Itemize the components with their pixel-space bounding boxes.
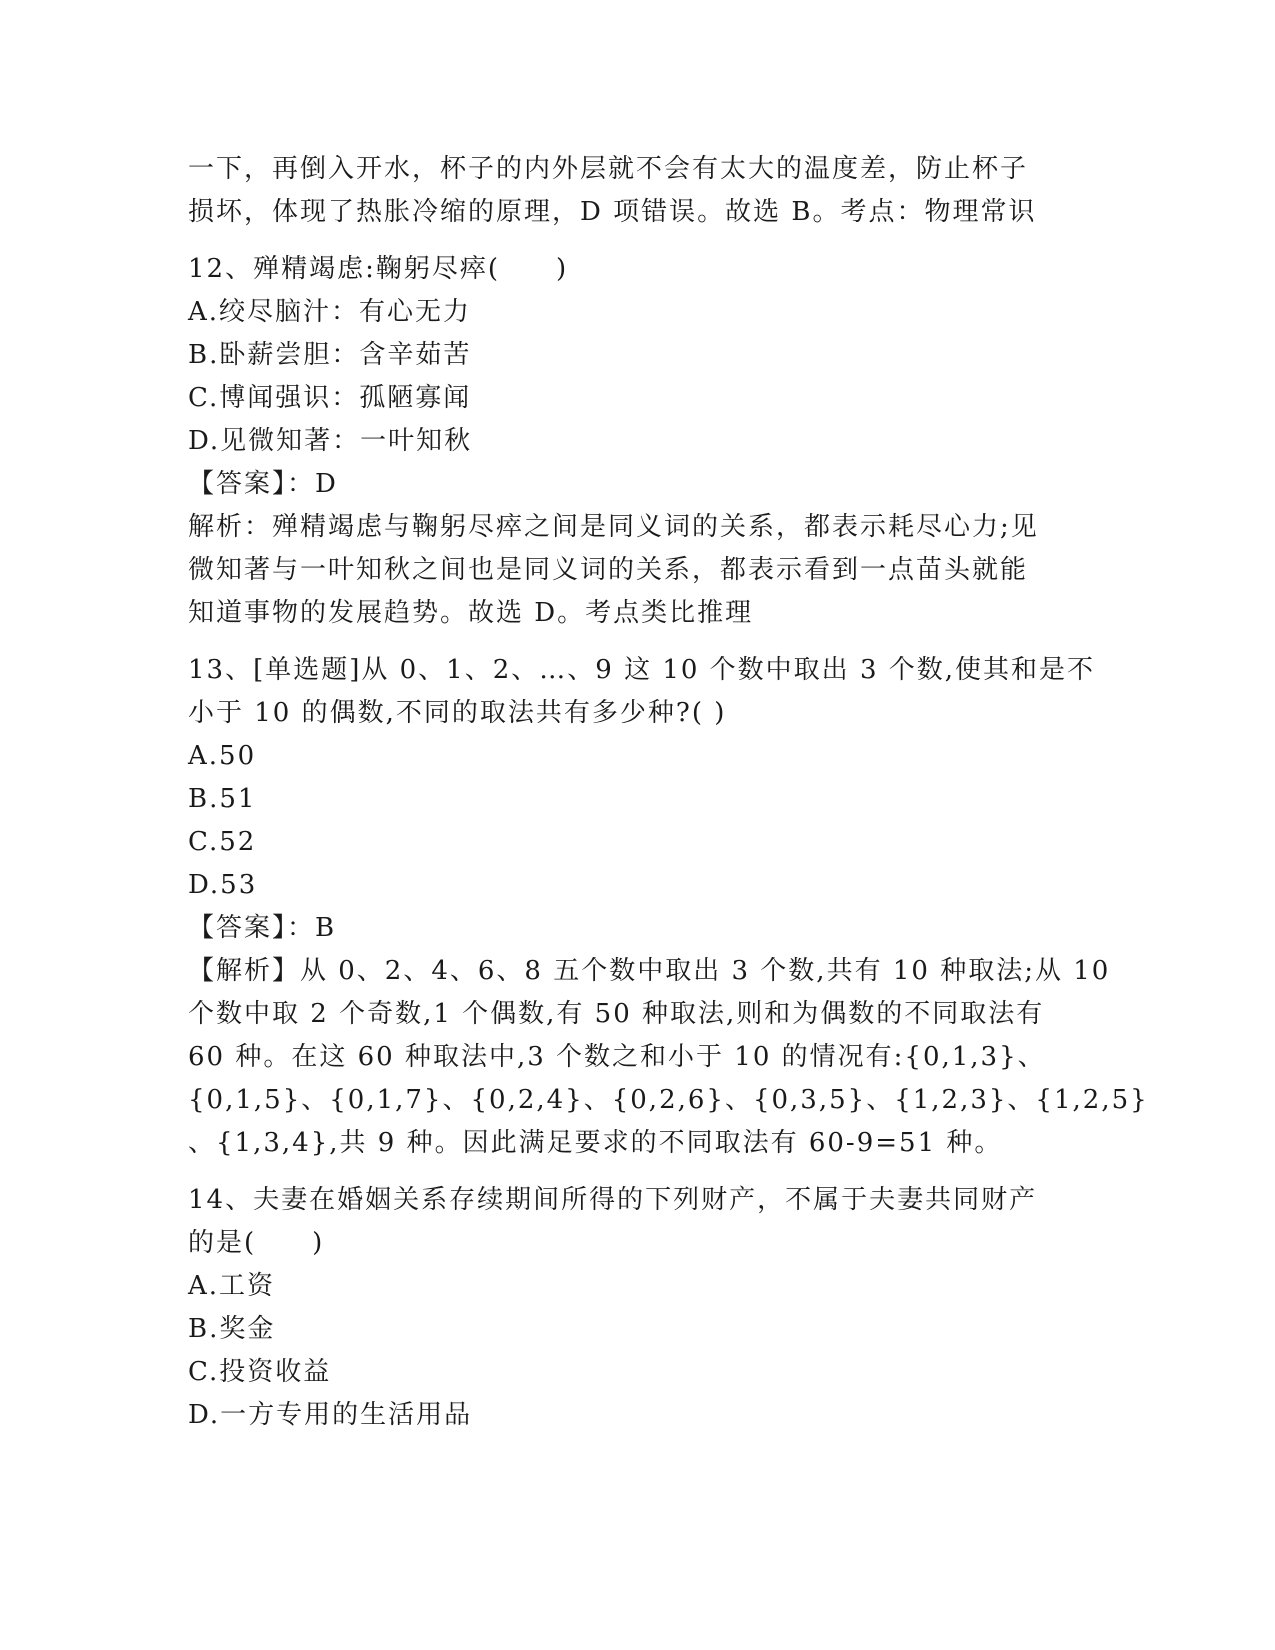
analysis-line: 【解析】从 0、2、4、6、8 五个数中取出 3 个数,共有 10 种取法;从 10 (188, 956, 1111, 986)
question-text: 13、[单选题]从 0、1、2、…、9 这 10 个数中取出 3 个数,使其和是不 (188, 655, 1096, 685)
option-d: D.53 (188, 870, 258, 900)
option-d: D.一方专用的生活用品 (188, 1400, 473, 1430)
question-text: 14、夫妻在婚姻关系存续期间所得的下列财产，不属于夫妻共同财产 (188, 1185, 1038, 1215)
analysis-line: 60 种。在这 60 种取法中,3 个数之和小于 10 的情况有:{0,1,3}、 (188, 1042, 1046, 1072)
analysis-line: 解析：殚精竭虑与鞠躬尽瘁之间是同义词的关系，都表示耗尽心力;见 (188, 512, 1039, 542)
analysis-line: 个数中取 2 个奇数,1 个偶数,有 50 种取法,则和为偶数的不同取法有 (188, 999, 1045, 1029)
analysis-line: 知道事物的发展趋势。故选 D。考点类比推理 (188, 598, 754, 628)
option-b: B.卧薪尝胆：含辛茹苦 (188, 340, 472, 370)
option-c: C.52 (188, 827, 257, 857)
question-text: 小于 10 的偶数,不同的取法共有多少种?( ) (188, 698, 727, 728)
question-text: 的是( ) (188, 1228, 325, 1258)
document-page (188, 148, 1149, 1437)
option-b: B.奖金 (188, 1314, 276, 1344)
answer: 【答案】：B (188, 913, 337, 943)
option-a: A.绞尽脑汁：有心无力 (188, 297, 472, 327)
option-a: A.50 (188, 741, 257, 771)
option-c: C.博闻强识：孤陋寡闻 (188, 383, 472, 413)
analysis-line: 微知著与一叶知秋之间也是同义词的关系，都表示看到一点苗头就能 (188, 555, 1029, 585)
explanation-line: 一下，再倒入开水，杯子的内外层就不会有太大的温度差，防止杯子 (188, 154, 1029, 184)
question-12 (188, 248, 1088, 635)
question-14 (188, 1179, 1088, 1437)
explanation-line: 损坏，体现了热胀冷缩的原理，D 项错误。故选 B。考点：物理常识 (188, 197, 1037, 227)
analysis-line: 、{1,3,4},共 9 种。因此满足要求的不同取法有 60-9=51 种。 (188, 1128, 1003, 1158)
answer: 【答案】：D (188, 469, 338, 499)
question-13 (188, 649, 1149, 1165)
question-text: 12、殚精竭虑:鞠躬尽瘁( ) (188, 254, 569, 284)
option-b: B.51 (188, 784, 257, 814)
option-a: A.工资 (188, 1271, 276, 1301)
carryover-explanation (188, 148, 1088, 234)
option-d: D.见微知著：一叶知秋 (188, 426, 473, 456)
analysis-line: {0,1,5}、{0,1,7}、{0,2,4}、{0,2,6}、{0,3,5}、{1,2,3}、{1,2,5} (188, 1085, 1149, 1115)
option-c: C.投资收益 (188, 1357, 332, 1387)
